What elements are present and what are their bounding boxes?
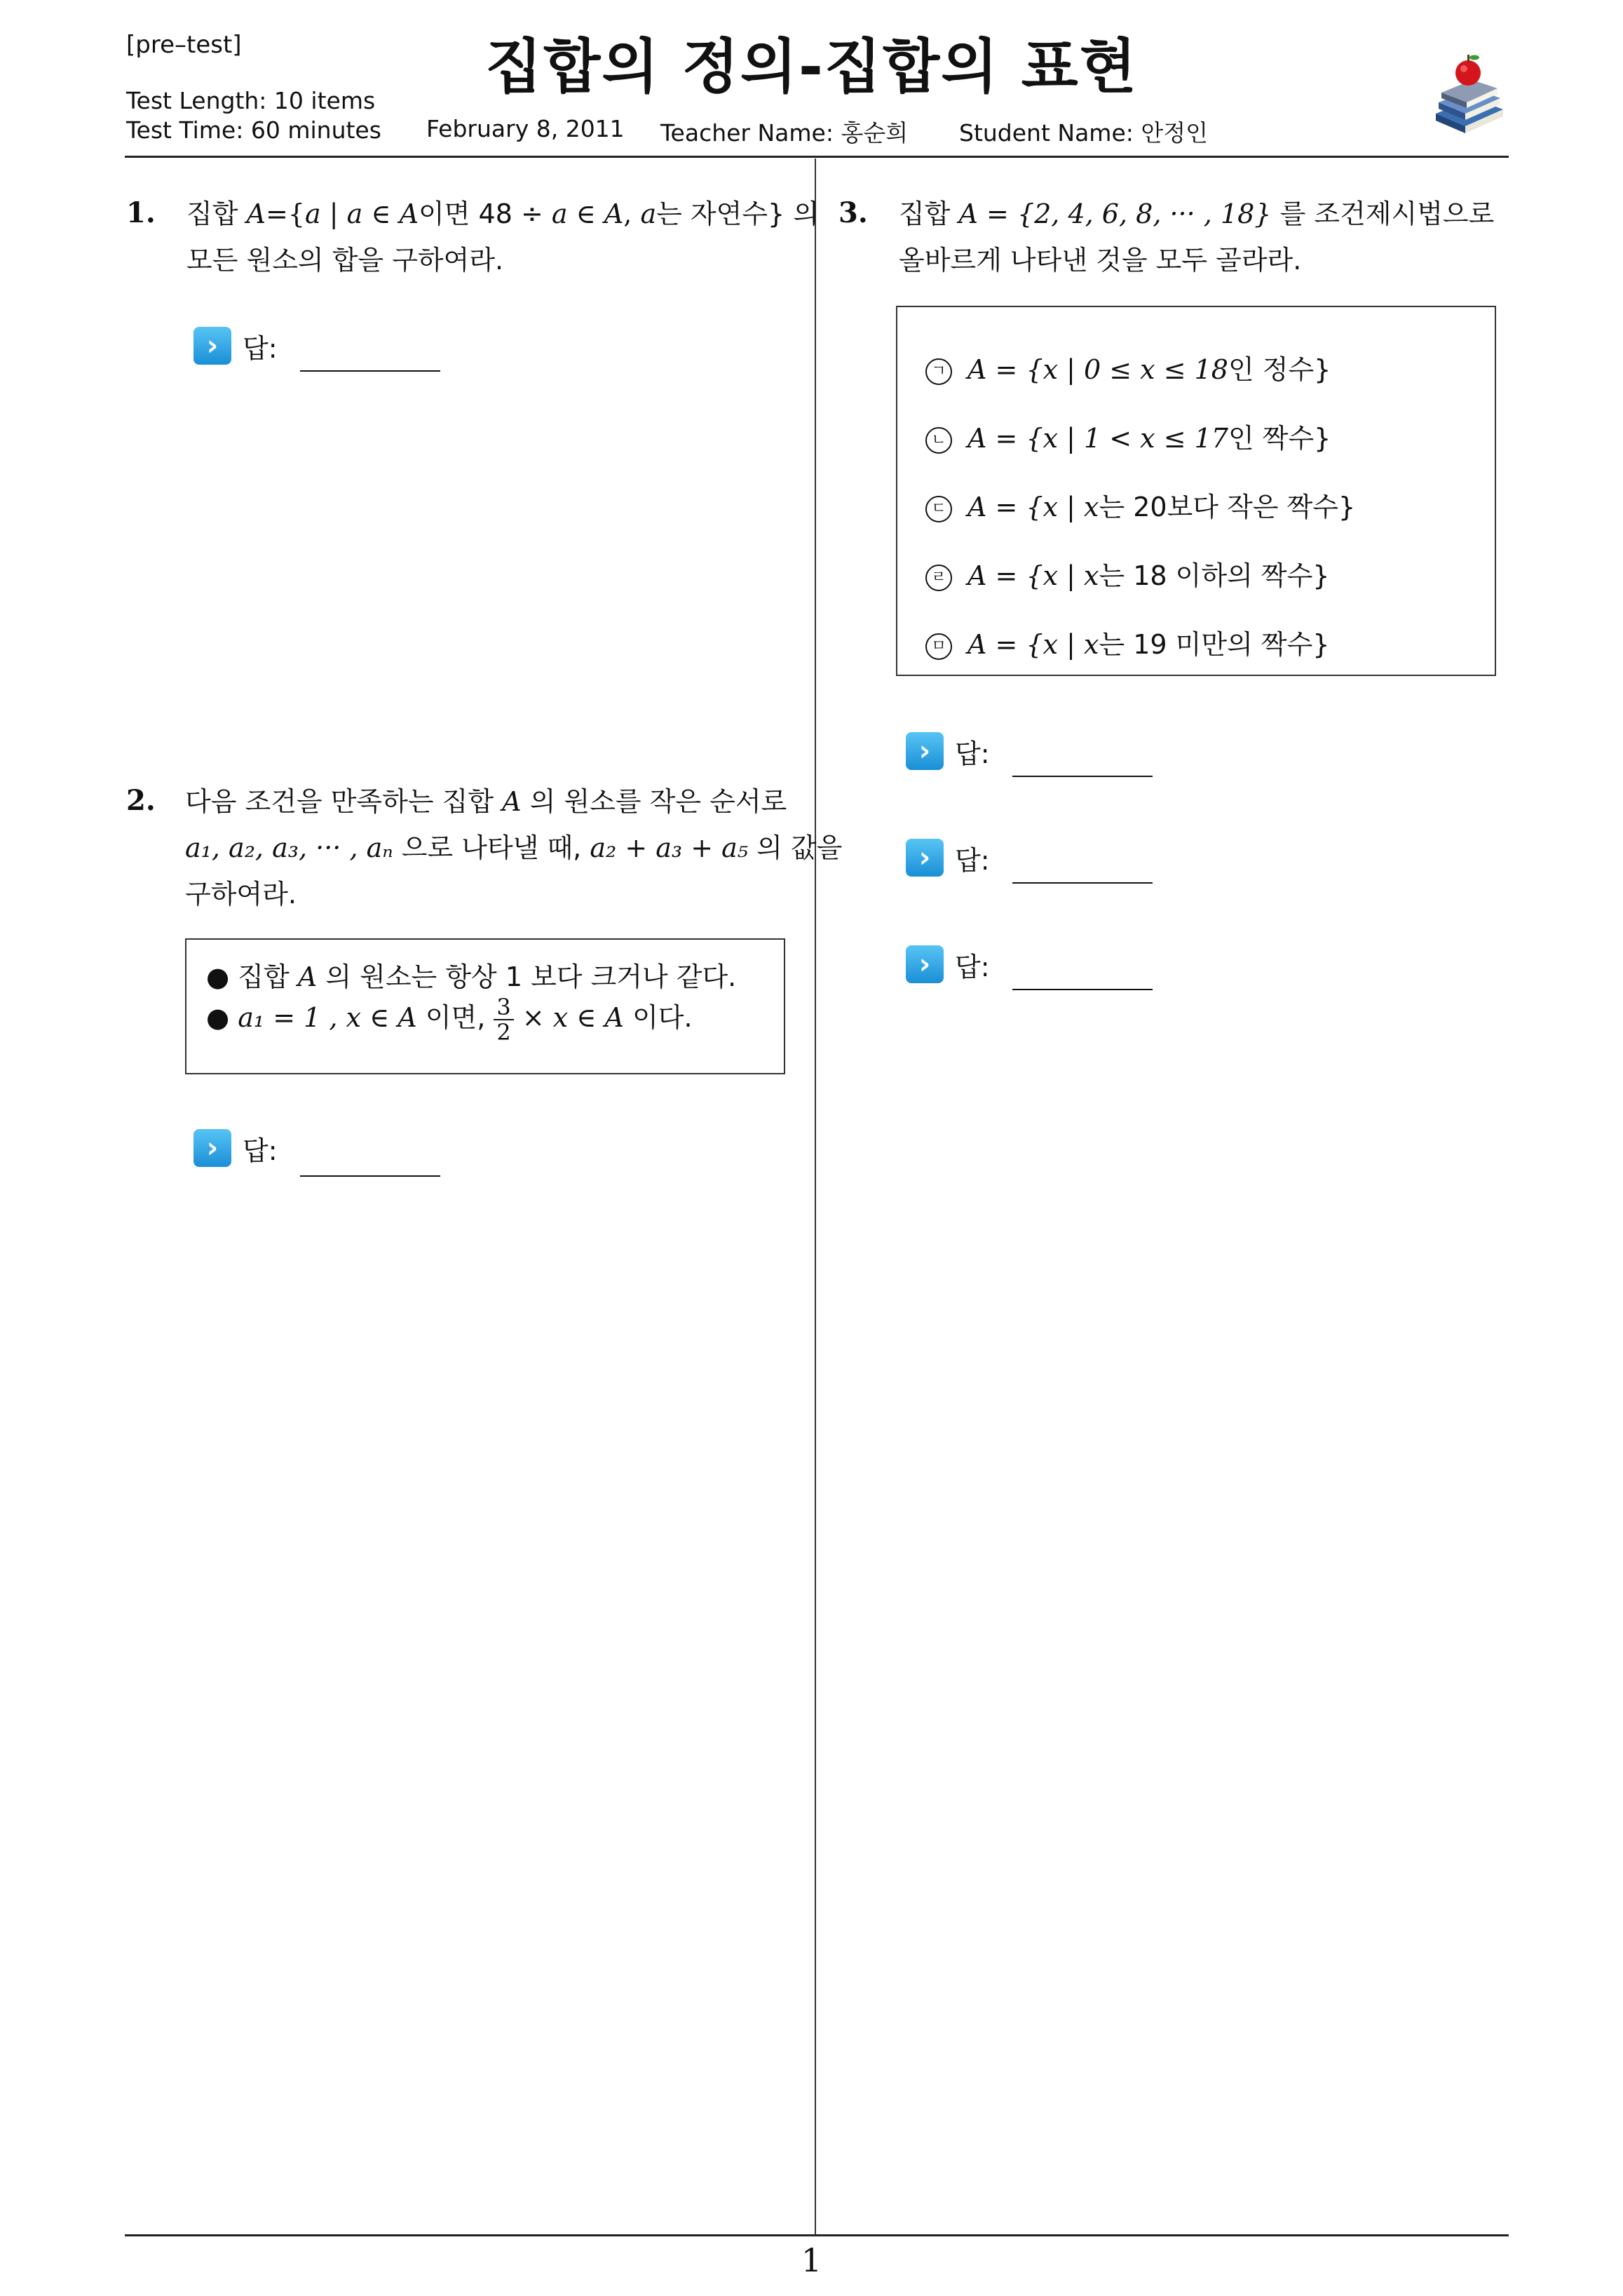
test-length-label: Test Length: (126, 87, 267, 114)
q3-choice-3-text: 는 20보다 작은 짝수} (1099, 492, 1356, 522)
q2-fraction (494, 995, 513, 1044)
q1-var-b: a (305, 198, 321, 229)
test-length-value: 10 items (273, 87, 376, 114)
q3-choice-3-math: A = {x | x (967, 492, 1099, 522)
q1-var-d: A (399, 198, 419, 229)
q2-cond1-a: 집합 (238, 961, 290, 992)
q1-var-e: a (551, 198, 568, 229)
choice-mark-icon: ㄴ (925, 427, 952, 454)
column-divider (815, 158, 816, 2234)
chevron-right-icon: › (906, 945, 944, 983)
q1-bar: | (320, 198, 347, 229)
q2-line-1b: 의 원소를 작은 순서로 (529, 786, 787, 817)
q3-answer-label-3: 답: (955, 952, 990, 982)
choice-mark-icon: ㄱ (925, 358, 952, 385)
bullet-icon: ● (206, 961, 230, 992)
q2-cond1-b: 의 원소는 항상 1 보다 크거나 같다. (325, 961, 737, 992)
q1-answer-label: 답: (243, 333, 278, 364)
q3-choice-5-text: 는 19 미만의 짝수} (1099, 629, 1330, 660)
q2-var-a: A (502, 786, 522, 817)
bullet-icon: ● (206, 1002, 230, 1033)
q1-var-a: A (246, 198, 266, 229)
q2-condition-2 (206, 994, 693, 1044)
test-time-label: Test Time: (126, 116, 244, 144)
q2-answer-blank[interactable] (300, 1175, 440, 1177)
q3-line-1a: 집합 (899, 198, 951, 229)
q2-fraction-den: 2 (496, 1018, 511, 1046)
q2-line-2b: 의 값을 (756, 832, 843, 863)
chevron-right-icon: › (906, 732, 944, 770)
q2-condition-1 (206, 954, 736, 1000)
q1-in-a: ∈ (362, 198, 400, 229)
choice-mark-icon: ㄷ (925, 496, 952, 522)
question-1-number: 1. (126, 196, 156, 229)
q3-choice-1-text: 인 정수} (1228, 354, 1331, 385)
teacher-name-label: Teacher Name: (660, 119, 834, 147)
test-time (126, 116, 381, 144)
student-name-value: 안정인 (1141, 119, 1209, 147)
q1-eq: ={ (265, 198, 305, 229)
q1-text-a: 집합 (186, 198, 238, 229)
header-rule (125, 156, 1509, 158)
q1-var-g: a (640, 198, 657, 229)
q2-cond2-c: × x ∈ A (522, 1002, 624, 1033)
q2-answer-label: 답: (243, 1135, 278, 1166)
q2-sequence: a₁, a₂, a₃, ··· , aₙ (185, 832, 393, 863)
question-2-number: 2. (126, 784, 156, 817)
q3-choice-5[interactable] (925, 623, 1329, 661)
question-2-text (185, 778, 842, 917)
q1-comma: , (623, 198, 641, 229)
apple-books-icon (1430, 49, 1507, 140)
q3-answer-blank-1[interactable] (1012, 776, 1153, 777)
q2-line-3: 구하여라. (185, 879, 297, 910)
q3-choice-3[interactable] (925, 485, 1355, 524)
q3-choice-4[interactable] (925, 554, 1329, 593)
q1-var-c: a (346, 198, 363, 229)
question-1-text (186, 191, 819, 283)
q3-choice-1[interactable] (925, 348, 1331, 386)
q2-fraction-num: 3 (494, 995, 513, 1020)
q1-text-b: 이면 48 ÷ (419, 198, 552, 229)
q1-var-f: A (604, 198, 624, 229)
q3-line-2: 올바르게 나타낸 것을 모두 골라라. (899, 245, 1302, 276)
q2-line-1a: 다음 조건을 만족하는 집합 (185, 786, 494, 817)
test-tag: [pre–test] (126, 31, 242, 59)
q1-line-2: 모든 원소의 합을 구하여라. (186, 245, 504, 276)
q3-line-1b: 를 조건제시법으로 (1279, 198, 1495, 229)
q2-sum: a₂ + a₃ + a₅ (590, 832, 749, 863)
chevron-right-icon: › (193, 1129, 231, 1167)
page-number: 1 (801, 2241, 822, 2279)
test-date: February 8, 2011 (426, 115, 625, 142)
q3-answer-label-1: 답: (955, 738, 990, 769)
question-3-number: 3. (838, 196, 868, 229)
q1-in-b: ∈ (567, 198, 604, 229)
q3-choice-4-text: 는 18 이하의 짝수} (1099, 560, 1330, 591)
footer-rule (125, 2234, 1509, 2236)
q3-choice-2[interactable] (925, 417, 1331, 455)
q1-answer-blank[interactable] (300, 370, 440, 372)
q3-choice-2-text: 인 짝수} (1228, 423, 1331, 454)
student-name (959, 115, 1208, 148)
q2-cond2-d: 이다. (632, 1002, 693, 1033)
teacher-name-value: 홍순희 (841, 119, 909, 147)
q1-text-c: 는 자연수} 의 (656, 198, 820, 229)
q2-cond2-a: a₁ = 1 , x ∈ A (238, 1002, 417, 1033)
q2-cond1-var: A (297, 961, 318, 992)
teacher-name (660, 115, 908, 148)
q3-answer-blank-3[interactable] (1012, 989, 1153, 990)
chevron-right-icon: › (906, 839, 944, 877)
test-length (126, 87, 375, 114)
page-title: 집합의 정의-집합의 표현 (485, 32, 1138, 101)
q2-cond2-b: 이면, (425, 1002, 486, 1033)
q3-answer-blank-2[interactable] (1012, 882, 1153, 884)
student-name-label: Student Name: (959, 119, 1134, 147)
choice-mark-icon: ㅁ (925, 633, 952, 660)
q3-choice-1-math: A = {x | 0 ≤ x ≤ 18 (967, 354, 1228, 385)
q2-line-2a: 으로 나타낼 때, (401, 832, 582, 863)
question-3-text (899, 191, 1494, 283)
q3-choice-4-math: A = {x | x (967, 560, 1099, 591)
test-time-value: 60 minutes (250, 116, 381, 144)
choice-mark-icon: ㄹ (925, 565, 952, 591)
q3-set: A = {2, 4, 6, 8, ··· , 18} (958, 198, 1272, 229)
q3-choice-5-math: A = {x | x (967, 629, 1099, 660)
chevron-right-icon: › (193, 327, 231, 365)
q3-choice-2-math: A = {x | 1 < x ≤ 17 (967, 423, 1228, 454)
q3-answer-label-2: 답: (955, 845, 990, 876)
